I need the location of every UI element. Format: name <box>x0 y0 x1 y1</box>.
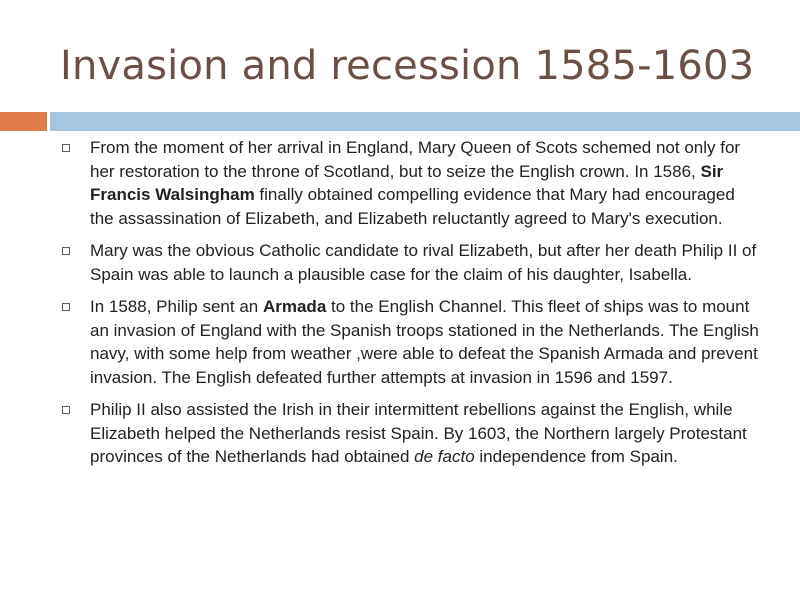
bullet-text: Philip II also assisted the Irish in their intermittent rebellions against the English, while Elizabeth helped the Netherlands resist Spain. By 1603, the Northern largely Protestant provinces of the Netherlands had obtained <box>90 400 747 466</box>
bullet-list <box>62 136 762 478</box>
bullet-item-mary-schemes <box>62 136 762 230</box>
bullet-text: In 1588, Philip sent an <box>90 297 263 316</box>
bullet-item-armada <box>62 295 762 389</box>
hollow-square-bullet-icon <box>62 144 70 152</box>
bullet-text: to the English Channel. This fleet of ships was to mount an invasion of England with the Spanish troops stationed in the Netherlands. The English navy, with some help from weather ,were able to defeat the Spanish Armada and prevent invasion. The English defeated further attempts at invasion in 1596 and 1597. <box>90 297 759 387</box>
bold-term-walsingham: Sir Francis Walsingham <box>90 161 724 204</box>
bold-term-armada: Armada <box>262 297 327 316</box>
hollow-square-bullet-icon <box>62 303 70 311</box>
slide-title: Invasion and recession 1585-1603 <box>60 43 755 89</box>
title-accent-bar <box>0 112 47 131</box>
bullet-item-catholic-candidate <box>62 239 762 286</box>
hollow-square-bullet-icon <box>62 247 70 255</box>
bullet-text: independence from Spain. <box>474 447 678 466</box>
italic-term-de-facto: de facto <box>414 447 475 466</box>
bullet-text: finally obtained compelling evidence that Mary had encouraged the assassination of Elizabeth, and Elizabeth reluctantly agreed to Mary's execution. <box>90 185 735 228</box>
bullet-item-irish-netherlands <box>62 398 762 469</box>
bullet-text: Mary was the obvious Catholic candidate to rival Elizabeth, but after her death Philip II of Spain was able to launch a plausible case for the claim of his daughter, Isabella. <box>90 241 757 284</box>
hollow-square-bullet-icon <box>62 406 70 414</box>
bullet-text: From the moment of her arrival in England, Mary Queen of Scots schemed not only for her restoration to the throne of Scotland, but to seize the English crown. In 1586, <box>90 138 741 181</box>
title-band-bar <box>50 112 800 131</box>
